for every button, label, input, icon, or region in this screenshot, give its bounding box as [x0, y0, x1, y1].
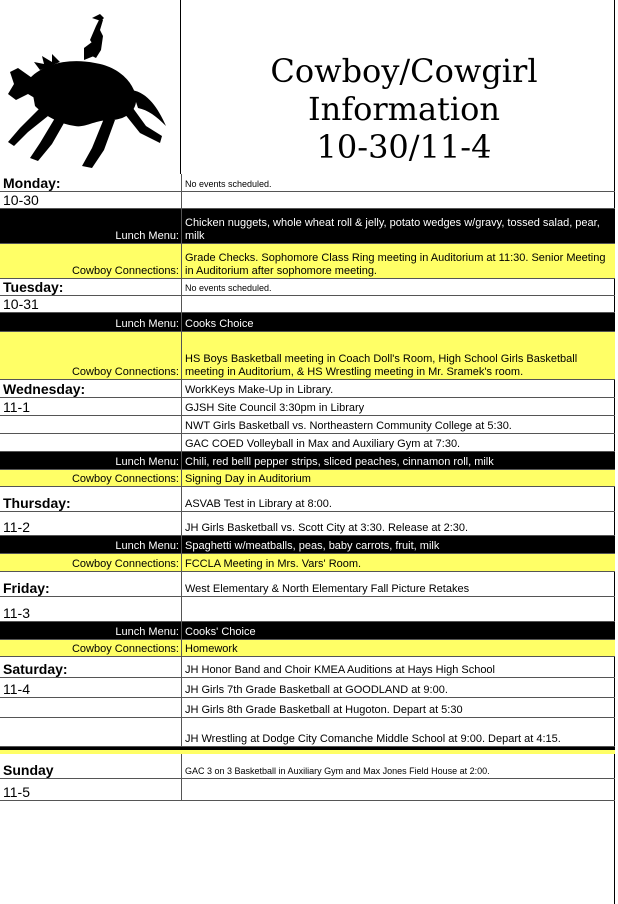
event-text: Signing Day in Auditorium	[182, 469, 616, 486]
schedule-row	[0, 697, 615, 717]
title-line-3: 10-30/11-4	[316, 128, 492, 166]
event-text: JH Honor Band and Choir KMEA Auditions at Hays High School	[182, 656, 616, 677]
schedule-row	[0, 278, 615, 295]
schedule-row	[0, 511, 615, 535]
date-label: 11-5	[0, 778, 182, 800]
date-label: 11-2	[0, 511, 182, 535]
event-text: Chicken nuggets, whole wheat roll & jelly, potato wedges w/gravy, tossed salad, pear, milk	[182, 208, 616, 243]
schedule-row	[0, 754, 615, 778]
event-text: JH Girls Basketball vs. Scott City at 3:30. Release at 2:30.	[182, 511, 616, 535]
schedule-table	[0, 174, 615, 801]
row-label: Cowboy Connections:	[0, 553, 182, 571]
schedule-row	[0, 174, 615, 191]
row-label: Cowboy Connections:	[0, 469, 182, 486]
lunch-menu-row	[0, 312, 615, 331]
lunch-menu-row	[0, 208, 615, 243]
cowboy-connections-row	[0, 243, 615, 278]
schedule-row	[0, 778, 615, 800]
page-title	[190, 52, 618, 166]
row-label: Lunch Menu:	[0, 621, 182, 639]
event-text: HS Boys Basketball meeting in Coach Doll's Room, High School Girls Basketball meeting in Auditorium, & HS Wrestling meeting in Mr. Sramek's room.	[182, 331, 616, 379]
event-text: Chili, red belll pepper strips, sliced peaches, cinnamon roll, milk	[182, 451, 616, 469]
event-text	[182, 596, 616, 621]
date-label: 11-4	[0, 677, 182, 697]
event-text: West Elementary & North Elementary Fall Picture Retakes	[182, 571, 616, 596]
day-label: Thursday:	[0, 486, 182, 511]
schedule-row	[0, 295, 615, 312]
day-label: Tuesday:	[0, 278, 182, 295]
schedule-row	[0, 717, 615, 746]
event-text: GAC COED Volleyball in Max and Auxiliary Gym at 7:30.	[182, 433, 616, 451]
event-text: No events scheduled.	[182, 174, 616, 191]
event-text: GJSH Site Council 3:30pm in Library	[182, 397, 616, 415]
event-text: Cooks Choice	[182, 312, 616, 331]
schedule-row	[0, 397, 615, 415]
row-label: Cowboy Connections:	[0, 639, 182, 656]
event-text	[182, 191, 616, 208]
row-label	[0, 415, 182, 433]
event-text	[182, 295, 616, 312]
cowboy-connections-row	[0, 553, 615, 571]
event-text: ASVAB Test in Library at 8:00.	[182, 486, 616, 511]
row-label	[0, 697, 182, 717]
schedule-row	[0, 415, 615, 433]
event-text	[182, 778, 616, 800]
date-label: 11-1	[0, 397, 182, 415]
date-label: 10-30	[0, 191, 182, 208]
event-text: JH Girls 7th Grade Basketball at GOODLAND at 9:00.	[182, 677, 616, 697]
lunch-menu-row	[0, 621, 615, 639]
row-label	[0, 433, 182, 451]
event-text: JH Wrestling at Dodge City Comanche Middle School at 9:00. Depart at 4:15.	[182, 717, 616, 746]
schedule-row	[0, 486, 615, 511]
event-text: NWT Girls Basketball vs. Northeastern Community College at 5:30.	[182, 415, 616, 433]
cowboy-connections-row	[0, 469, 615, 486]
date-label: 10-31	[0, 295, 182, 312]
header-divider	[180, 0, 181, 174]
schedule-row	[0, 677, 615, 697]
lunch-menu-row	[0, 535, 615, 553]
event-text: Homework	[182, 639, 616, 656]
row-label: Cowboy Connections:	[0, 331, 182, 379]
schedule-row	[0, 656, 615, 677]
day-label: Friday:	[0, 571, 182, 596]
event-text: WorkKeys Make-Up in Library.	[182, 379, 616, 397]
event-text: Cooks' Choice	[182, 621, 616, 639]
day-label: Monday:	[0, 174, 182, 191]
lunch-menu-row	[0, 451, 615, 469]
schedule-row	[0, 379, 615, 397]
cowboy-connections-row	[0, 639, 615, 656]
title-line-1: Cowboy/Cowgirl	[270, 52, 538, 90]
day-label: Saturday:	[0, 656, 182, 677]
date-label: 11-3	[0, 596, 182, 621]
row-label: Lunch Menu:	[0, 535, 182, 553]
schedule-row	[0, 433, 615, 451]
row-label: Lunch Menu:	[0, 208, 182, 243]
row-label: Lunch Menu:	[0, 312, 182, 331]
schedule-row	[0, 596, 615, 621]
schedule-row	[0, 571, 615, 596]
event-text: Spaghetti w/meatballs, peas, baby carrots, fruit, milk	[182, 535, 616, 553]
cowboy-connections-row	[0, 331, 615, 379]
event-text: FCCLA Meeting in Mrs. Vars' Room.	[182, 553, 616, 571]
row-label: Lunch Menu:	[0, 451, 182, 469]
event-text: Grade Checks. Sophomore Class Ring meeting in Auditorium at 11:30. Senior Meeting in Auditorium after sophomore meeting.	[182, 243, 616, 278]
day-label: Sunday	[0, 754, 182, 778]
bucking-bronco-logo	[0, 8, 175, 173]
event-text: JH Girls 8th Grade Basketball at Hugoton. Depart at 5:30	[182, 697, 616, 717]
event-text: No events scheduled.	[182, 278, 616, 295]
schedule-row	[0, 191, 615, 208]
day-label: Wednesday:	[0, 379, 182, 397]
title-line-2: Information	[307, 90, 501, 128]
event-text: GAC 3 on 3 Basketball in Auxiliary Gym and Max Jones Field House at 2:00.	[182, 754, 616, 778]
row-label	[0, 717, 182, 746]
row-label: Cowboy Connections:	[0, 243, 182, 278]
